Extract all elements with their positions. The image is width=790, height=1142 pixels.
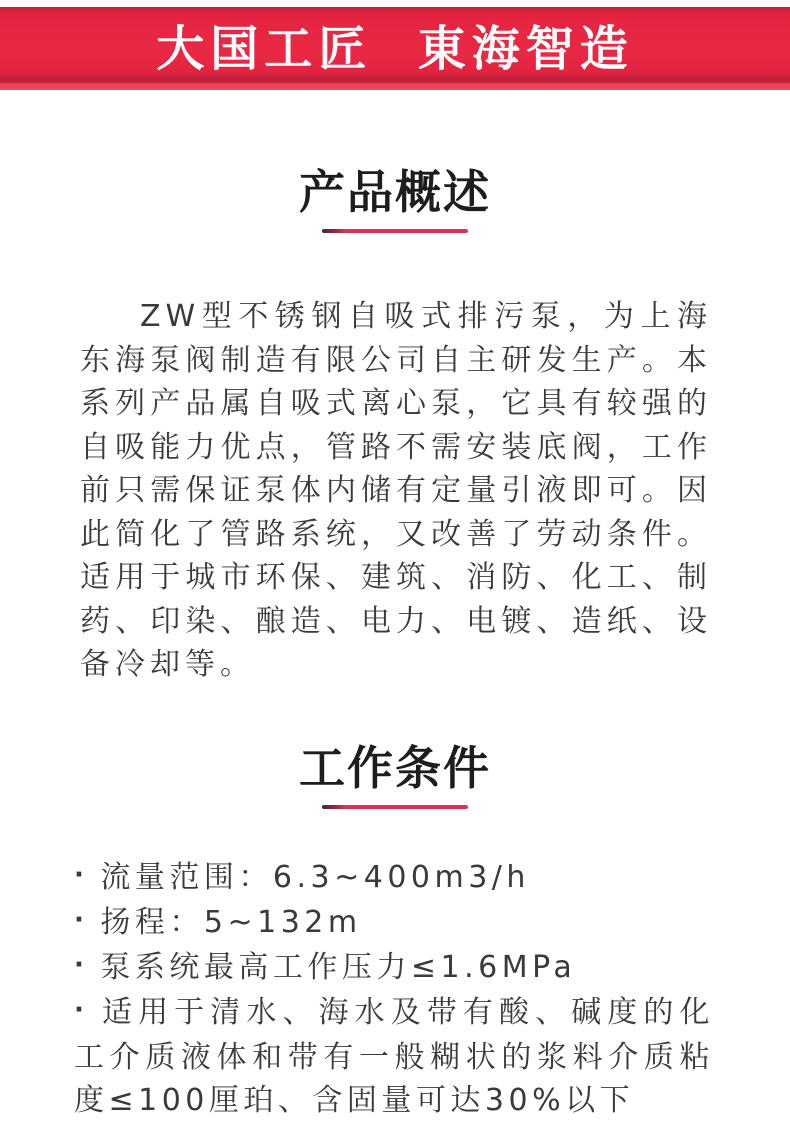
- banner-title: 大国工匠 東海智造: [156, 20, 634, 77]
- working-conditions-section: [0, 742, 790, 1122]
- list-item-flow-range: [74, 856, 714, 901]
- overview-section: [0, 166, 790, 687]
- bullet-text: 适用于清水、海水及带有酸、碱度的化工介质液体和带有一般糊状的浆料介质粘度≤100厘珀、含固量可达30%以下: [74, 994, 714, 1118]
- overview-paragraph: ZW型不锈钢自吸式排污泵，为上海东海泵阀制造有限公司自主研发生产。本系列产品属自吸式离心泵，它具有较强的自吸能力优点，管路不需安装底阀，工作前只需保证泵体内储有定量引液即可。因此简化了管路系统，又改善了劳动条件。适用于城市环保、建筑、消防、化工、制药、印染、酿造、电力、电镀、造纸、设备冷却等。: [80, 299, 712, 682]
- overview-heading: 产品概述: [299, 165, 491, 219]
- conditions-list: [74, 856, 714, 1122]
- bullet-dot-icon: ·: [74, 904, 89, 935]
- list-item-max-pressure: [74, 946, 714, 991]
- bullet-dot-icon: ·: [74, 994, 89, 1025]
- working-conditions-heading-underline: [322, 805, 468, 809]
- brand-banner: [0, 7, 790, 90]
- working-conditions-heading: 工作条件: [299, 740, 491, 795]
- bullet-text: 扬程：5~132m: [100, 904, 362, 940]
- overview-heading-underline: [322, 229, 468, 233]
- bullet-dot-icon: ·: [74, 859, 89, 890]
- list-item-head: [74, 901, 714, 946]
- bullet-dot-icon: ·: [74, 949, 89, 980]
- list-item-applicable-media: [74, 991, 714, 1122]
- product-detail-page: [0, 7, 790, 1142]
- bullet-text: 泵系统最高工作压力≤1.6MPa: [100, 949, 577, 985]
- bullet-text: 流量范围：6.3~400m3/h: [100, 859, 530, 895]
